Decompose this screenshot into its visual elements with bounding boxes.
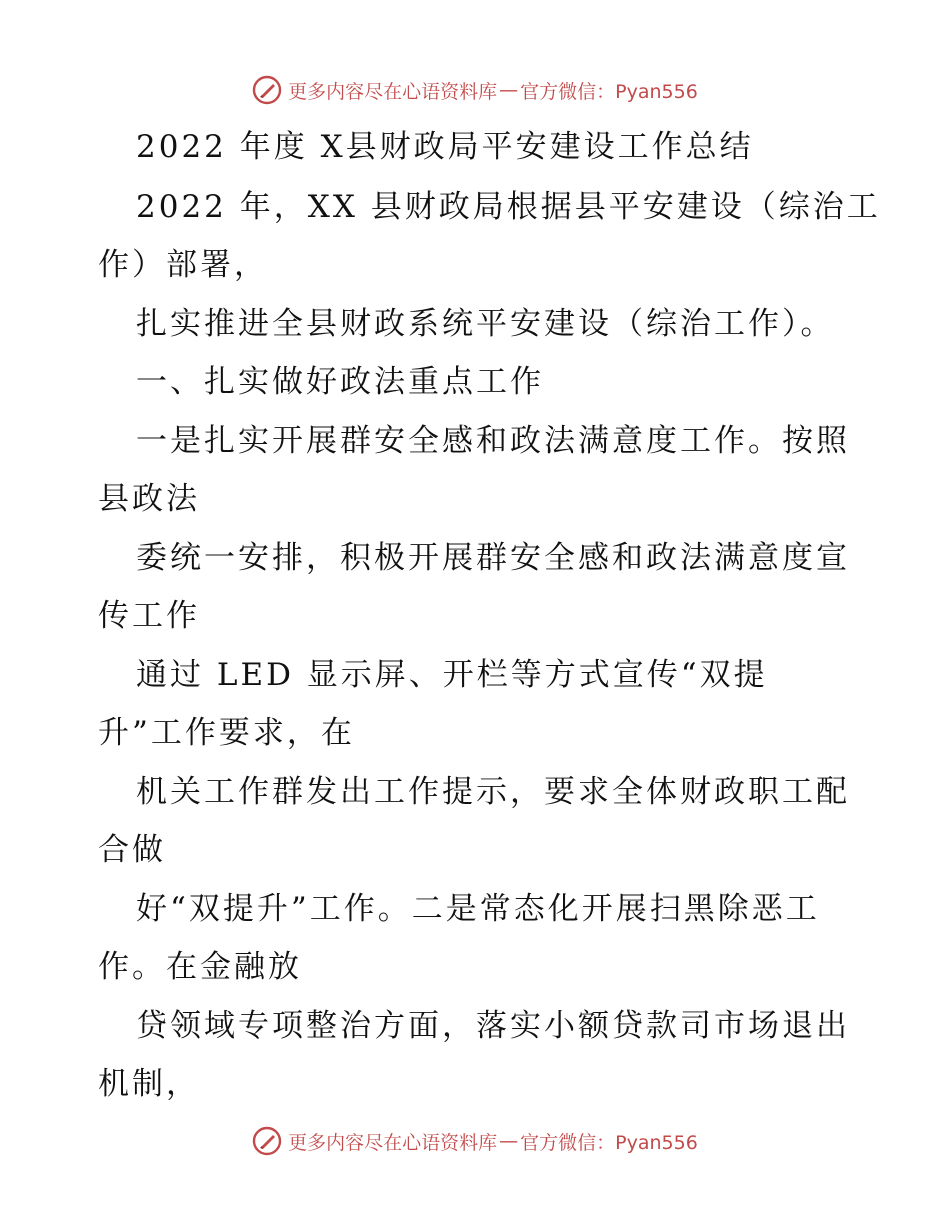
watermark-brand: 更多内容尽在心语资料库 — [288, 1131, 498, 1154]
paragraph-line: 贷领域专项整治方面，落实小额贷款司市场退出 — [136, 1008, 850, 1044]
paragraph-line: 2022 年，XX 县财政局根据县平安建设（综治工 — [136, 189, 881, 225]
watermark-separator: — — [499, 79, 519, 101]
paragraph-line: 升”工作要求，在 — [98, 715, 355, 751]
paragraph-line: 机关工作群发出工作提示，要求全体财政职工配 — [136, 774, 850, 810]
section-heading: 一、扎实做好政法重点工作 — [136, 364, 544, 400]
paragraph-line: 作）部署， — [98, 247, 268, 283]
paragraph-line: 通过 LED 显示屏、开栏等方式宣传“双提 — [136, 657, 768, 693]
paragraph-line: 作。在金融放 — [98, 949, 302, 985]
footer-watermark — [0, 1121, 950, 1161]
paragraph-line: 一是扎实开展群安全感和政法满意度工作。按照 — [136, 423, 850, 459]
watermark-brand: 更多内容尽在心语资料库 — [288, 80, 498, 103]
paragraph-line: 机制， — [98, 1066, 200, 1102]
document-title: 2022 年度 X县财政局平安建设工作总结 — [136, 129, 754, 165]
header-watermark — [0, 70, 950, 110]
watermark-contact: 官方微信：Pyan556 — [520, 1131, 698, 1154]
quill-logo-icon — [252, 75, 282, 105]
paragraph-line: 传工作 — [98, 598, 200, 634]
paragraph-line: 县政法 — [98, 481, 200, 517]
paragraph-line: 扎实推进全县财政系统平安建设（综治工作）。 — [136, 306, 835, 342]
paragraph-line: 委统一安排，积极开展群安全感和政法满意度宣 — [136, 540, 850, 576]
quill-logo-icon — [252, 1126, 282, 1156]
watermark-separator: — — [499, 1130, 519, 1152]
paragraph-line: 好“双提升”工作。二是常态化开展扫黑除恶工 — [136, 891, 820, 927]
watermark-contact: 官方微信：Pyan556 — [520, 80, 698, 103]
paragraph-line: 合做 — [98, 832, 166, 868]
